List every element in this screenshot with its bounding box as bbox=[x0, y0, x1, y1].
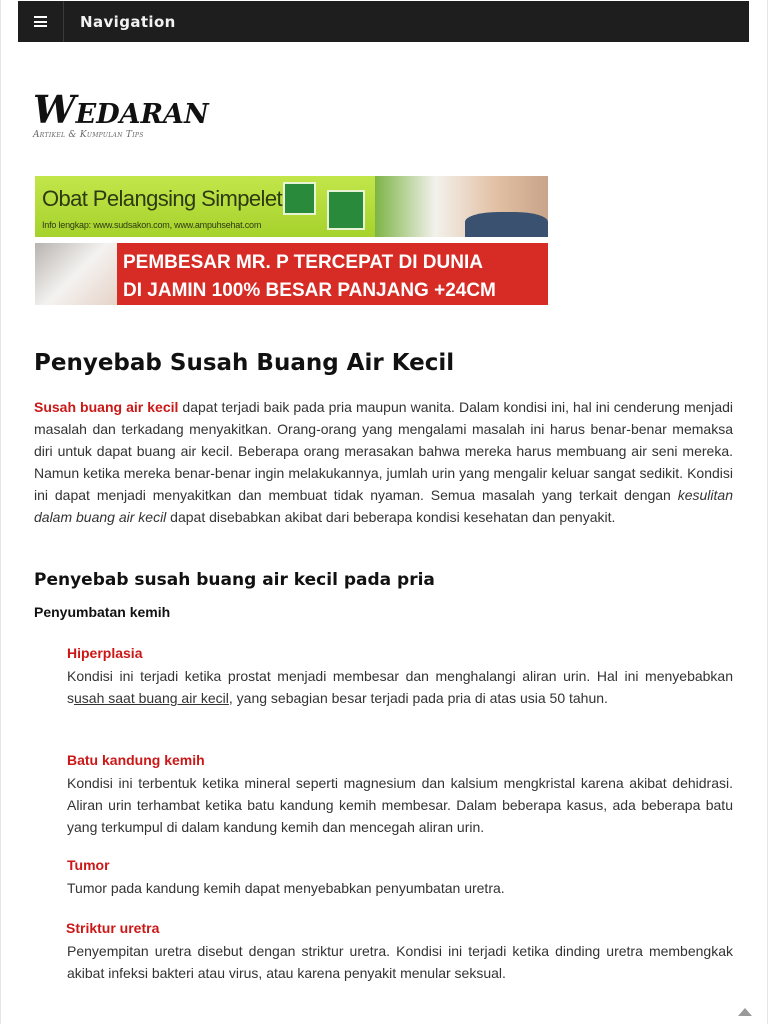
nav-toggle-button[interactable] bbox=[18, 1, 64, 42]
inline-link[interactable]: usah saat buang air kecil bbox=[74, 690, 229, 706]
ad-banner-title: Obat Pelangsing Simpelet bbox=[42, 186, 282, 211]
item-text bbox=[67, 665, 733, 709]
item-title: Tumor bbox=[67, 857, 110, 873]
site-logo[interactable] bbox=[33, 88, 209, 140]
keyword-link[interactable]: Susah buang air kecil bbox=[34, 399, 179, 415]
item-title: Striktur uretra bbox=[66, 920, 160, 936]
nav-label[interactable]: Navigation bbox=[80, 12, 176, 31]
site-tagline: Artikel & Kumpulan Tips bbox=[33, 130, 144, 140]
ad-banner-simpelet[interactable] bbox=[35, 176, 548, 237]
ad-product-image bbox=[35, 243, 117, 305]
intro-text-2: dapat disebabkan akibat dari beberapa kondisi kesehatan dan penyakit. bbox=[166, 509, 616, 525]
ad-banner-line2: DI JAMIN 100% BESAR PANJANG +24CM bbox=[123, 280, 496, 301]
subsection-title: Penyumbatan kemih bbox=[34, 604, 171, 620]
ad-banner-line1: PEMBESAR MR. P TERCEPAT DI DUNIA bbox=[123, 252, 483, 273]
hamburger-menu-icon bbox=[34, 16, 47, 27]
section-title: Penyebab susah buang air kecil pada pria bbox=[34, 570, 435, 590]
intro-italic: kesulitan dalam buang air kecil bbox=[34, 487, 733, 525]
product-box-image bbox=[327, 190, 365, 230]
item-title: Hiperplasia bbox=[67, 645, 143, 661]
item-text: Tumor pada kandung kemih dapat menyebabkan penyumbatan uretra. bbox=[67, 880, 505, 896]
model-jeans-image bbox=[465, 212, 548, 237]
item-text-1: Kondisi ini terjadi ketika prostat menjadi membesar dan menghalangi aliran urin. Hal ini menyebabkan s bbox=[67, 668, 733, 706]
scroll-to-top-icon[interactable] bbox=[738, 1008, 752, 1016]
intro-text-1: dapat terjadi baik pada pria maupun wanita. Dalam kondisi ini, hal ini cenderung menjadi masalah dan terkadang menyakitkan. Orang-orang yang mengalami masalah ini harus benar-benar memaksa diri untuk dapat buang air kecil. Beberapa orang merasakan bahwa mereka harus membuang air seni mereka. Namun ketika mereka benar-benar ingin melakukannya, jumlah urin yang mengalir keluar sangat sedikit. Kondisi ini dapat menjadi menyakitkan dan membuat tidak nyaman. Semua masalah yang terkait dengan bbox=[34, 399, 734, 503]
article-title: Penyebab Susah Buang Air Kecil bbox=[34, 350, 455, 376]
product-box-image bbox=[283, 182, 316, 215]
ad-banner-text bbox=[123, 249, 496, 305]
item-title: Batu kandung kemih bbox=[67, 752, 205, 768]
item-text: Kondisi ini terbentuk ketika mineral seperti magnesium dan kalsium mengkristal karena akibat dehidrasi. Aliran urin terhambat ketika batu kandung kemih membesar. Dalam beberapa kasus, ada beberapa batu yang terkumpul di dalam kandung kemih dan mencegah aliran urin. bbox=[67, 775, 733, 835]
ad-banner-red[interactable] bbox=[35, 243, 548, 305]
article-intro bbox=[34, 396, 733, 528]
ad-banner-info: Info lengkap: www.sudsakon.com, www.ampuhsehat.com bbox=[42, 220, 262, 230]
site-title[interactable]: Wedaran bbox=[33, 87, 209, 132]
navbar bbox=[18, 1, 749, 42]
item-text-2: , yang sebagian besar terjadi pada pria di atas usia 50 tahun. bbox=[228, 690, 608, 706]
item-text: Penyempitan uretra disebut dengan striktur uretra. Kondisi ini terjadi ketika dinding uretra membengkak akibat infeksi bakteri atau virus, atau karena penyakit menular seksual. bbox=[67, 943, 733, 981]
